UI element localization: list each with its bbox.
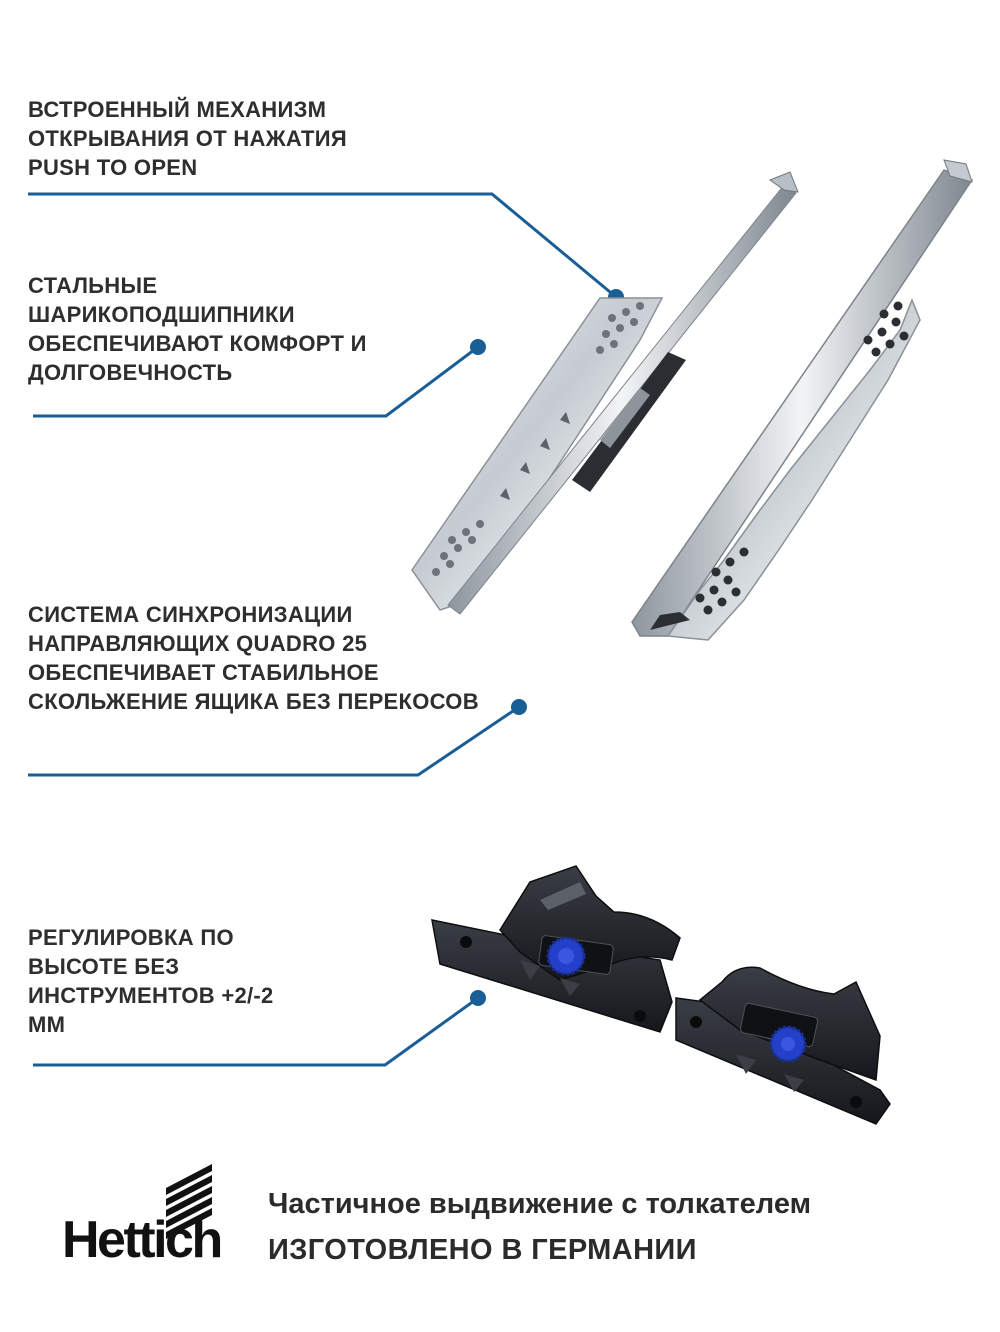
feature-push-to-open: ВСТРОЕННЫЙ МЕХАНИЗМ ОТКРЫВАНИЯ ОТ НАЖАТИЯ PUSH TO OPEN — [28, 97, 347, 180]
locking-device-left — [432, 866, 680, 1032]
callout-line-3 — [28, 707, 519, 775]
runner-right — [632, 160, 972, 640]
callout-line-2 — [33, 347, 478, 416]
hettich-logo-text: Hettich — [62, 1211, 221, 1269]
feature-height-adjust: РЕГУЛИРОВКА ПО ВЫСОТЕ БЕЗ ИНСТРУМЕНТОВ +2/-2 ММ — [28, 925, 274, 1037]
product-description: Частичное выдвижение с толкателем — [268, 1188, 812, 1220]
callout-dot-3 — [511, 699, 527, 715]
callout-line-1 — [28, 194, 616, 297]
callout-dot-4 — [470, 990, 486, 1006]
feature-sync-system: СИСТЕМА СИНХРОНИЗАЦИИ НАПРАВЛЯЮЩИХ QUADRO 25 ОБЕСПЕЧИВАЕТ СТАБИЛЬНОЕ СКОЛЬЖЕНИЕ ЯЩИКА БЕЗ ПЕРЕКОСОВ — [28, 602, 479, 714]
callout-dot-2 — [470, 339, 486, 355]
locking-device-right — [676, 967, 890, 1124]
callout-line-4 — [33, 998, 478, 1065]
feature-ball-bearings: СТАЛЬНЫЕ ШАРИКОПОДШИПНИКИ ОБЕСПЕЧИВАЮТ КОМФОРТ И ДОЛГОВЕЧНОСТЬ — [28, 273, 367, 385]
made-in-germany: ИЗГОТОВЛЕНО В ГЕРМАНИИ — [268, 1234, 697, 1266]
